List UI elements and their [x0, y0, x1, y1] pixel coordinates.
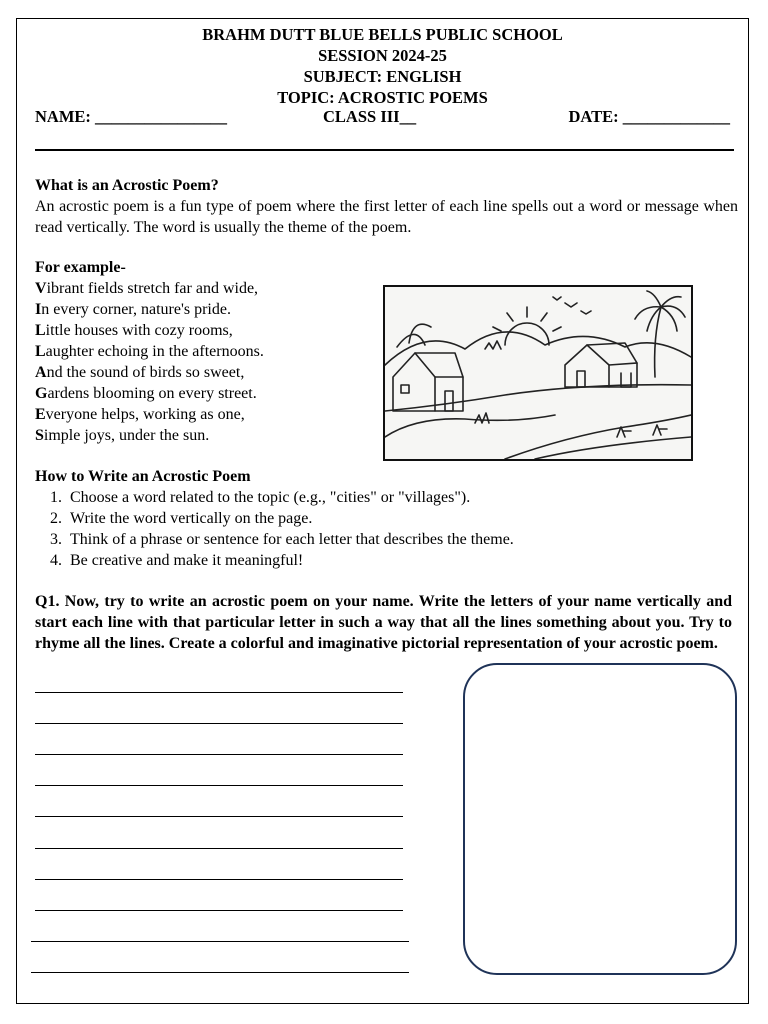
student-info-row	[35, 107, 730, 129]
example-heading: For example-	[35, 259, 126, 276]
poem-line: Vibrant fields stretch far and wide,	[35, 280, 259, 297]
writing-line[interactable]	[35, 816, 403, 817]
school-name: BRAHM DUTT BLUE BELLS PUBLIC SCHOOL	[202, 25, 563, 44]
drawing-box[interactable]	[463, 663, 737, 975]
howto-step: 1. Choose a word related to the topic (e.g., "cities" or "villages").	[50, 489, 471, 506]
writing-line[interactable]	[35, 723, 403, 724]
intro-body: An acrostic poem is a fun type of poem where the first letter of each line spells out a word or message when read vertically. The word is usually the theme of the poem.	[35, 198, 738, 236]
worksheet	[16, 18, 749, 1004]
topic: TOPIC: ACROSTIC POEMS	[277, 88, 488, 107]
poem-line: In every corner, nature's pride.	[35, 301, 231, 318]
howto-step: 3. Think of a phrase or sentence for each letter that describes the theme.	[50, 531, 514, 548]
poem-line: Simple joys, under the sun.	[35, 427, 210, 444]
subject: SUBJECT: ENGLISH	[303, 67, 462, 86]
howto-heading: How to Write an Acrostic Poem	[35, 468, 251, 485]
writing-line[interactable]	[35, 848, 403, 849]
writing-line[interactable]	[31, 941, 409, 942]
writing-line[interactable]	[35, 785, 403, 786]
session: SESSION 2024-25	[318, 46, 447, 65]
date-field[interactable]: DATE: _____________	[568, 107, 730, 126]
question-1: Q1. Now, try to write an acrostic poem on your name. Write the letters of your name vertically and start each line with that particular letter in such a way that all the lines something about you. Try to rhyme all the lines. Create a colorful and imaginative pictorial representation of your acrostic poem.	[35, 593, 732, 652]
writing-line[interactable]	[35, 754, 403, 755]
poem-line: And the sound of birds so sweet,	[35, 364, 245, 381]
howto-step: 4. Be creative and make it meaningful!	[50, 552, 304, 569]
poem-line: Gardens blooming on every street.	[35, 385, 257, 402]
writing-line[interactable]	[35, 910, 403, 911]
writing-line[interactable]	[35, 879, 403, 880]
poem-line: Laughter echoing in the afternoons.	[35, 343, 264, 360]
poem-line: Little houses with cozy rooms,	[35, 322, 233, 339]
class-field[interactable]: CLASS III__	[323, 107, 417, 126]
howto-step: 2. Write the word vertically on the page.	[50, 510, 313, 527]
intro-heading: What is an Acrostic Poem?	[35, 177, 219, 194]
writing-line[interactable]	[35, 692, 403, 693]
name-field[interactable]: NAME: ________________	[35, 107, 228, 126]
poem-line: Everyone helps, working as one,	[35, 406, 245, 423]
writing-line[interactable]	[31, 972, 409, 973]
header-divider	[35, 149, 734, 151]
village-landscape-drawing-icon	[383, 285, 693, 461]
